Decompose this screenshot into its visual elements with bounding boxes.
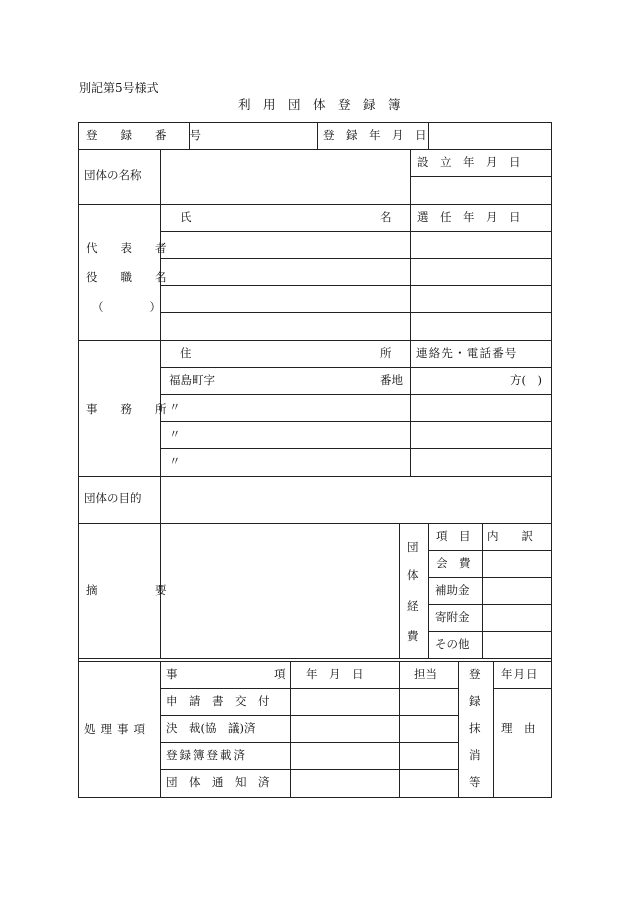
office-label: 事 務 所: [86, 402, 167, 416]
rep-appointed-label: 選 任 年 月 日: [417, 210, 521, 224]
cancel-label-3: 抹: [469, 721, 481, 735]
processing-col-date: 年 月 日: [306, 667, 364, 681]
cancel-label-4: 消: [469, 748, 481, 762]
office-ditto-3: 〃: [169, 454, 181, 468]
cancel-date-label: 年月日: [501, 667, 539, 681]
cancel-label-1: 登: [469, 667, 481, 681]
processing-col-item-right: 項: [274, 667, 286, 681]
funds-header-detail: 内 訳: [487, 529, 533, 543]
office-address-col-right: 所: [380, 346, 392, 360]
funds-item-4: その他: [435, 637, 470, 651]
cancel-reason-label: 理 由: [501, 721, 536, 735]
office-address-col-left: 住: [180, 346, 192, 360]
office-ditto-1: 〃: [169, 400, 181, 414]
processing-item-3: 登録簿登載済: [166, 748, 247, 762]
org-name-label: 団体の名称: [84, 168, 142, 182]
processing-label: 処理事項: [84, 722, 150, 736]
founded-date-label: 設 立 年 月 日: [417, 155, 521, 169]
funds-label-3: 経: [407, 599, 419, 613]
funds-item-2: 補助金: [435, 583, 470, 597]
summary-label: 摘 要: [86, 583, 167, 597]
funds-label-1: 団: [407, 540, 419, 554]
funds-label-2: 体: [407, 568, 419, 582]
form-title: 利 用 団 体 登 録 簿: [238, 97, 401, 112]
processing-item-4: 団 体 通 知 済: [166, 775, 270, 789]
funds-item-1: 会 費: [436, 556, 471, 570]
cancel-label-5: 等: [469, 775, 481, 789]
funds-item-3: 寄附金: [435, 610, 470, 624]
registration-number-label: 登 録 番 号: [86, 128, 201, 142]
processing-col-item-left: 事: [166, 667, 178, 681]
office-row1-right: 番地: [380, 373, 403, 387]
funds-label-4: 費: [407, 629, 419, 643]
rep-name-col-left: 氏: [180, 210, 192, 224]
registration-date-label: 登 録 年 月 日: [323, 128, 427, 142]
office-contact-label: 連絡先・電話番号: [416, 346, 518, 360]
office-ditto-2: 〃: [169, 427, 181, 441]
form-id: 別記第5号様式: [79, 81, 159, 95]
funds-header-item: 項 目: [436, 529, 471, 543]
office-row1-contact: 方( ): [510, 373, 542, 387]
rep-label-1: 代 表 者: [86, 241, 167, 255]
rep-name-col-right: 名: [380, 210, 392, 224]
purpose-label: 団体の目的: [84, 491, 142, 505]
office-row1-left: 福島町字: [169, 373, 215, 387]
rep-label-3: （ ）: [92, 300, 161, 314]
processing-item-2: 決 裁(協 議)済: [166, 721, 256, 735]
processing-col-staff: 担当: [414, 667, 437, 681]
rep-label-2: 役 職 名: [86, 270, 167, 284]
cancel-label-2: 録: [469, 694, 481, 708]
processing-item-1: 申 請 書 交 付: [166, 694, 270, 708]
